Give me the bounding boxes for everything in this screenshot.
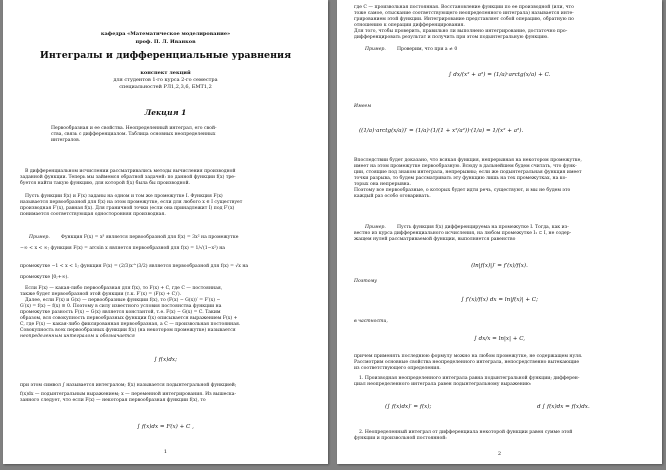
body-line: тоже самое, отыскание соответствующего неопределенного интеграла) называется инте- bbox=[354, 11, 574, 16]
example-line: жащем нулей рассматриваемой функции, выполняется равенство bbox=[354, 237, 516, 242]
body-line: при этом символ ∫ называется интегралом; f(x) называется подынтегральной функцией; bbox=[20, 383, 237, 388]
example-text: Проверим, что при a ≠ 0 bbox=[397, 47, 458, 52]
body-line: из соответствующего определения. bbox=[354, 366, 441, 371]
body-line: Поэтому все первообразные, о которых будет идти речь, существуют, и мы не будем это bbox=[354, 188, 571, 193]
body-line: занного следует, что если F(x) — некоторая первообразная функции f(x), то bbox=[20, 398, 206, 403]
have-label: Имеем bbox=[354, 104, 372, 109]
body-line: ции, стоящие под знаком интеграла, непрерывны; если же подынтегральная функция имеет bbox=[354, 170, 582, 175]
body-line: заданной функции. Теперь мы займемся обратной задачей: по данной функции f(x) тре- bbox=[20, 175, 236, 180]
body-line: промежутке разность F(x) − G(x) является константой, т.е. F(x) − G(x) = C. Таким bbox=[20, 310, 221, 315]
specialties-line: специальностей РЛ1,2,3,6, БМТ1,2 bbox=[119, 84, 212, 90]
body-line: каждый раз особо оговаривать. bbox=[354, 194, 431, 199]
author-line: проф. П. Л. Иванков bbox=[135, 39, 196, 45]
body-line: отношению к операции дифференцирования. bbox=[354, 23, 465, 28]
example-line: промежутке [0;+∞). bbox=[20, 275, 69, 280]
body-line: также будет первообразной этой функции (т.к. F′(x) = (F(x) + C)′). bbox=[20, 292, 182, 297]
particular-label: в частности, bbox=[354, 319, 388, 324]
body-line: 1. Производная неопределенного интеграла равна подынтегральной функции; дифферен- bbox=[359, 376, 580, 381]
audience-line: для студентов 1-го курса 2-го семестра bbox=[113, 77, 218, 83]
body-line: C, где F(x) — какая-либо фиксированная первообразная, а C — произвольная постоянная. bbox=[20, 322, 241, 327]
body-line: Далее, если F(x) и G(x) — первообразные функции f(x), то (F(x) − G(x))′ = F′(x) − bbox=[25, 298, 221, 303]
body-line: В дифференциальном исчислении рассматривались методы вычисления производной bbox=[25, 169, 236, 174]
body-line: неопределенным интегралом и обозначается bbox=[20, 334, 135, 339]
body-line: образом, вся совокупность первообразных функции f(x) описывается выражением F(x) + bbox=[20, 316, 238, 321]
body-line: причем применять последнюю формулу можно на любом промежутке, не содержащем нуля. bbox=[354, 354, 583, 359]
equation-indefinite-integral: ∫ f(x)dx; bbox=[154, 357, 177, 363]
abstract-line-3: интегралов. bbox=[51, 138, 81, 143]
equation-log-derivative: (ln|f(x)|)′ = f′(x)/f(x). bbox=[471, 263, 528, 269]
equation-property-1b: d ∫ f(x)dx = f(x)dx. bbox=[537, 404, 590, 410]
department-line: кафедра «Математическое моделирование» bbox=[100, 31, 231, 37]
example-line: Пусть функция f(x) дифференцируема на промежутке I. Тогда, как из- bbox=[397, 225, 569, 230]
equation-arctg-integral: ∫ dx/(x² + a²) = (1/a)·arctg(x/a) + C. bbox=[448, 72, 551, 78]
example-line: −∞ < x < ∞; функция F(x) = arcsin x является первообразной для f(x) = 1/√(1−x²) на bbox=[20, 246, 226, 251]
body-line: точки разрыва, то будем рассматривать эту функцию лишь на тех промежутках, на ко- bbox=[354, 176, 567, 181]
body-line: имеет на этом промежутке первообразную. Всюду в дальнейшем будем считать, что функ- bbox=[354, 164, 577, 169]
example-label: Пример. bbox=[29, 235, 50, 240]
example-label: Пример. bbox=[365, 47, 386, 52]
body-line: грированием этой функции. Интегрирование представляет собой операцию, обратную по bbox=[354, 17, 574, 22]
body-line: Пусть функции f(x) и F(x) заданы на одном и том же промежутке I. Функция F(x) bbox=[25, 194, 223, 199]
example-line: вестно из курса дифференциального исчисления, на любом промежутке I₁ ⊂ I, не содер- bbox=[354, 231, 572, 236]
abstract-line-1: Первообразная и ее свойства. Неопределенный интеграл, его свой- bbox=[51, 126, 217, 131]
body-line: производная F′(x), равная f(x). Для граничной точки (если она принадлежит I) под F′(x) bbox=[20, 206, 235, 211]
subtitle: конспект лекций bbox=[140, 70, 191, 76]
example-line: Функция F(x) = x³ является первообразной для f(x) = 3x² на промежутке bbox=[61, 235, 239, 240]
document-page-1 bbox=[3, 0, 328, 464]
body-line: циал неопределенного интеграла равен подынтегральному выражению: bbox=[354, 382, 532, 387]
lecture-heading: Лекция 1 bbox=[144, 108, 187, 117]
body-line: Если F(x) — какая-либо первообразная для f(x), то F(x) + C, где C — постоянная, bbox=[25, 286, 223, 291]
body-line: торых она непрерывна. bbox=[354, 182, 411, 187]
example-label: Пример. bbox=[365, 225, 386, 230]
body-line: f(x)dx — подынтегральным выражением; x — переменной интегрирования. Из вышеска- bbox=[20, 392, 237, 397]
example-line: промежутке −1 < x < 1; функция F(x) = (2/3)x^(3/2) является первообразной для f(x) = √x на bbox=[20, 264, 249, 269]
body-line: функции и произвольной постоянной: bbox=[354, 436, 447, 441]
body-line: дифференцировать результат и получить при этом подынтегральную функцию. bbox=[354, 35, 549, 40]
document-title: Интегралы и дифференциальные уравнения bbox=[39, 50, 292, 61]
document-page-2 bbox=[337, 0, 662, 464]
body-line: Рассмотрим основные свойства неопределенного интеграла, непосредственно вытекающие bbox=[354, 360, 580, 365]
body-line: 2. Неопределенный интеграл от дифференциала некоторой функции равен сумме этой bbox=[359, 430, 573, 435]
equation-property-1a: (∫ f(x)dx)′ = f(x); bbox=[385, 404, 432, 410]
body-line: Совокупность всех первообразных функции f(x) (на некотором промежутке) называется bbox=[20, 328, 236, 333]
therefore-label: Поэтому bbox=[354, 279, 377, 284]
equation-log-integral: ∫ f′(x)/f(x) dx = ln|f(x)| + C; bbox=[461, 297, 538, 303]
body-line: G′(x) = f(x) − f(x) ≡ 0. Поэтому в силу известного условия постоянства функции на bbox=[20, 304, 222, 309]
body-line: Впоследствии будет доказано, что всякая функция, непрерывная на некотором промежутке, bbox=[354, 158, 582, 163]
body-line: Для того, чтобы проверить, правильно ли выполнено интегрирование, достаточно про- bbox=[354, 29, 568, 34]
page-number: 2 bbox=[497, 451, 502, 457]
body-line: где C — произвольная постоянная. Восстановление функции по ее производной (или, что bbox=[354, 5, 574, 10]
body-line: буется найти такую функцию, для которой f(x) была бы производной. bbox=[20, 181, 190, 186]
body-line: понимается соответствующая односторонняя производная. bbox=[20, 212, 166, 217]
equation-antiderivative: ∫ f(x)dx = F(x) + C , bbox=[137, 424, 194, 430]
page-number: 1 bbox=[163, 449, 168, 455]
equation-derivative-check: ((1/a)·arctg(x/a))′ = (1/a)·(1/(1 + x²/a²))·(1/a) = 1/(x² + a²). bbox=[359, 128, 524, 134]
abstract-line-2: ства, связь с дифференциалом. Таблица основных неопределенных bbox=[51, 132, 216, 137]
equation-dx-over-x: ∫ dx/x = ln|x| + C, bbox=[473, 336, 526, 342]
body-line: называется первообразной для f(x) на этом промежутке, если для любого x ∈ I существует bbox=[20, 200, 243, 205]
